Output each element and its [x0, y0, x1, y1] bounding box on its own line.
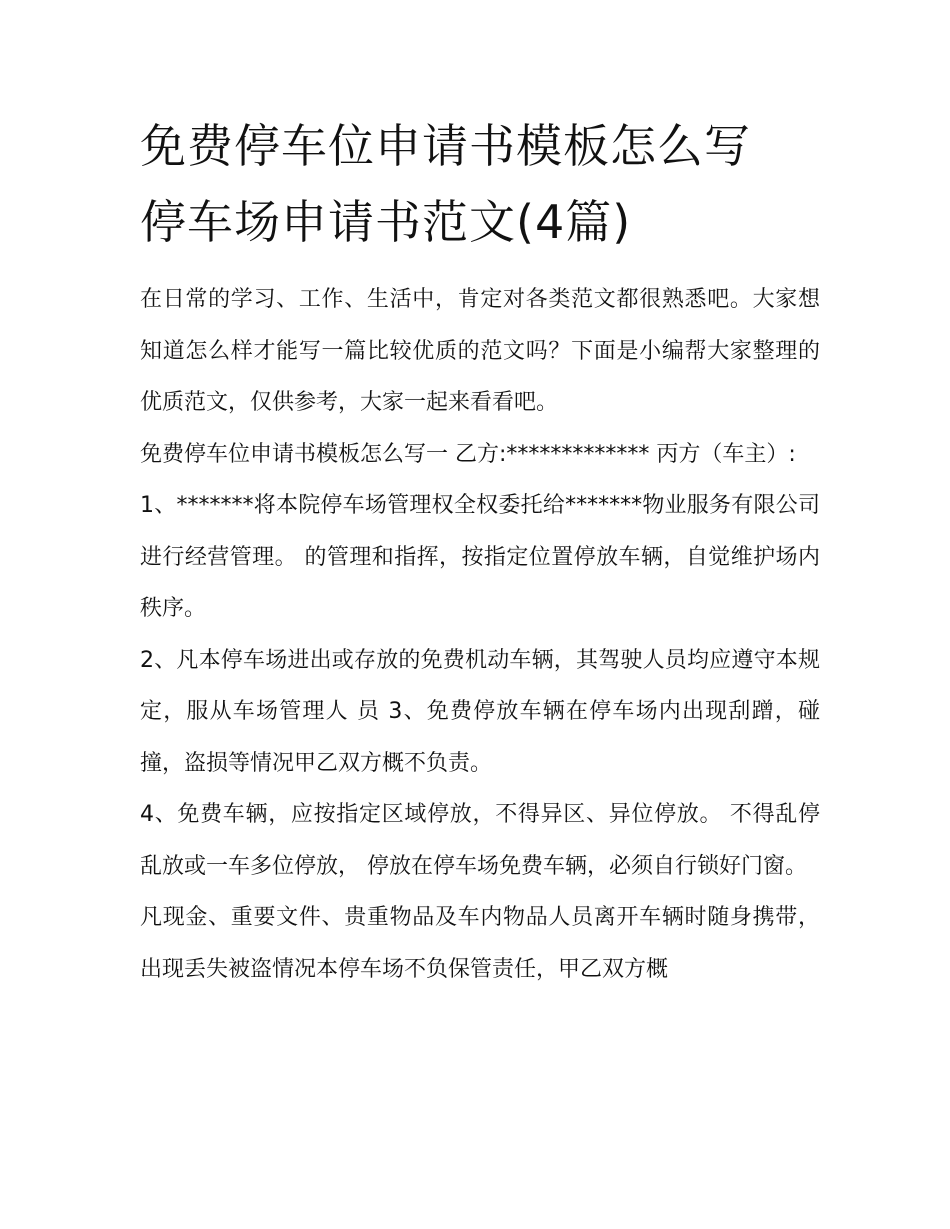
document-content: [140, 108, 820, 995]
parties-paragraph: 免费停车位申请书模板怎么写一 乙方:************* 丙方（车主）:: [140, 441, 796, 467]
clause-4-paragraph: 4、免费车辆，应按指定区域停放，不得异区、异位停放。 不得乱停乱放或一车多位停放， 停放在停车场免费车辆，必须自行锁好门窗。: [140, 802, 820, 879]
title-line-1: 免费停车位申请书模板怎么写: [140, 119, 751, 173]
intro-paragraph: 在日常的学习、工作、生活中，肯定对各类范文都很熟悉吧。大家想知道怎么样才能写一篇比较优质的范文吗？下面是小编帮大家整理的优质范文，仅供参考，大家一起来看看吧。: [140, 287, 820, 415]
valuables-paragraph: 凡现金、重要文件、贵重物品及车内物品人员离开车辆时随身携带，出现丢失被盗情况本停车场不负保管责任，甲乙双方概: [140, 905, 820, 982]
title-line-2: 停车场申请书范文(4篇): [140, 195, 632, 249]
clause-1-paragraph: 1、*******将本院停车场管理权全权委托给*******物业服务有限公司进行经营管理。 的管理和指挥，按指定位置停放车辆，自觉维护场内秩序。: [140, 493, 820, 621]
clause-2-paragraph: 2、凡本停车场进出或存放的免费机动车辆，其驾驶人员均应遵守本规定，服从车场管理人 员 3、免费停放车辆在停车场内出现刮蹭，碰撞，盗损等情况甲乙双方概不负责。: [140, 647, 820, 776]
document-title: [140, 108, 820, 260]
